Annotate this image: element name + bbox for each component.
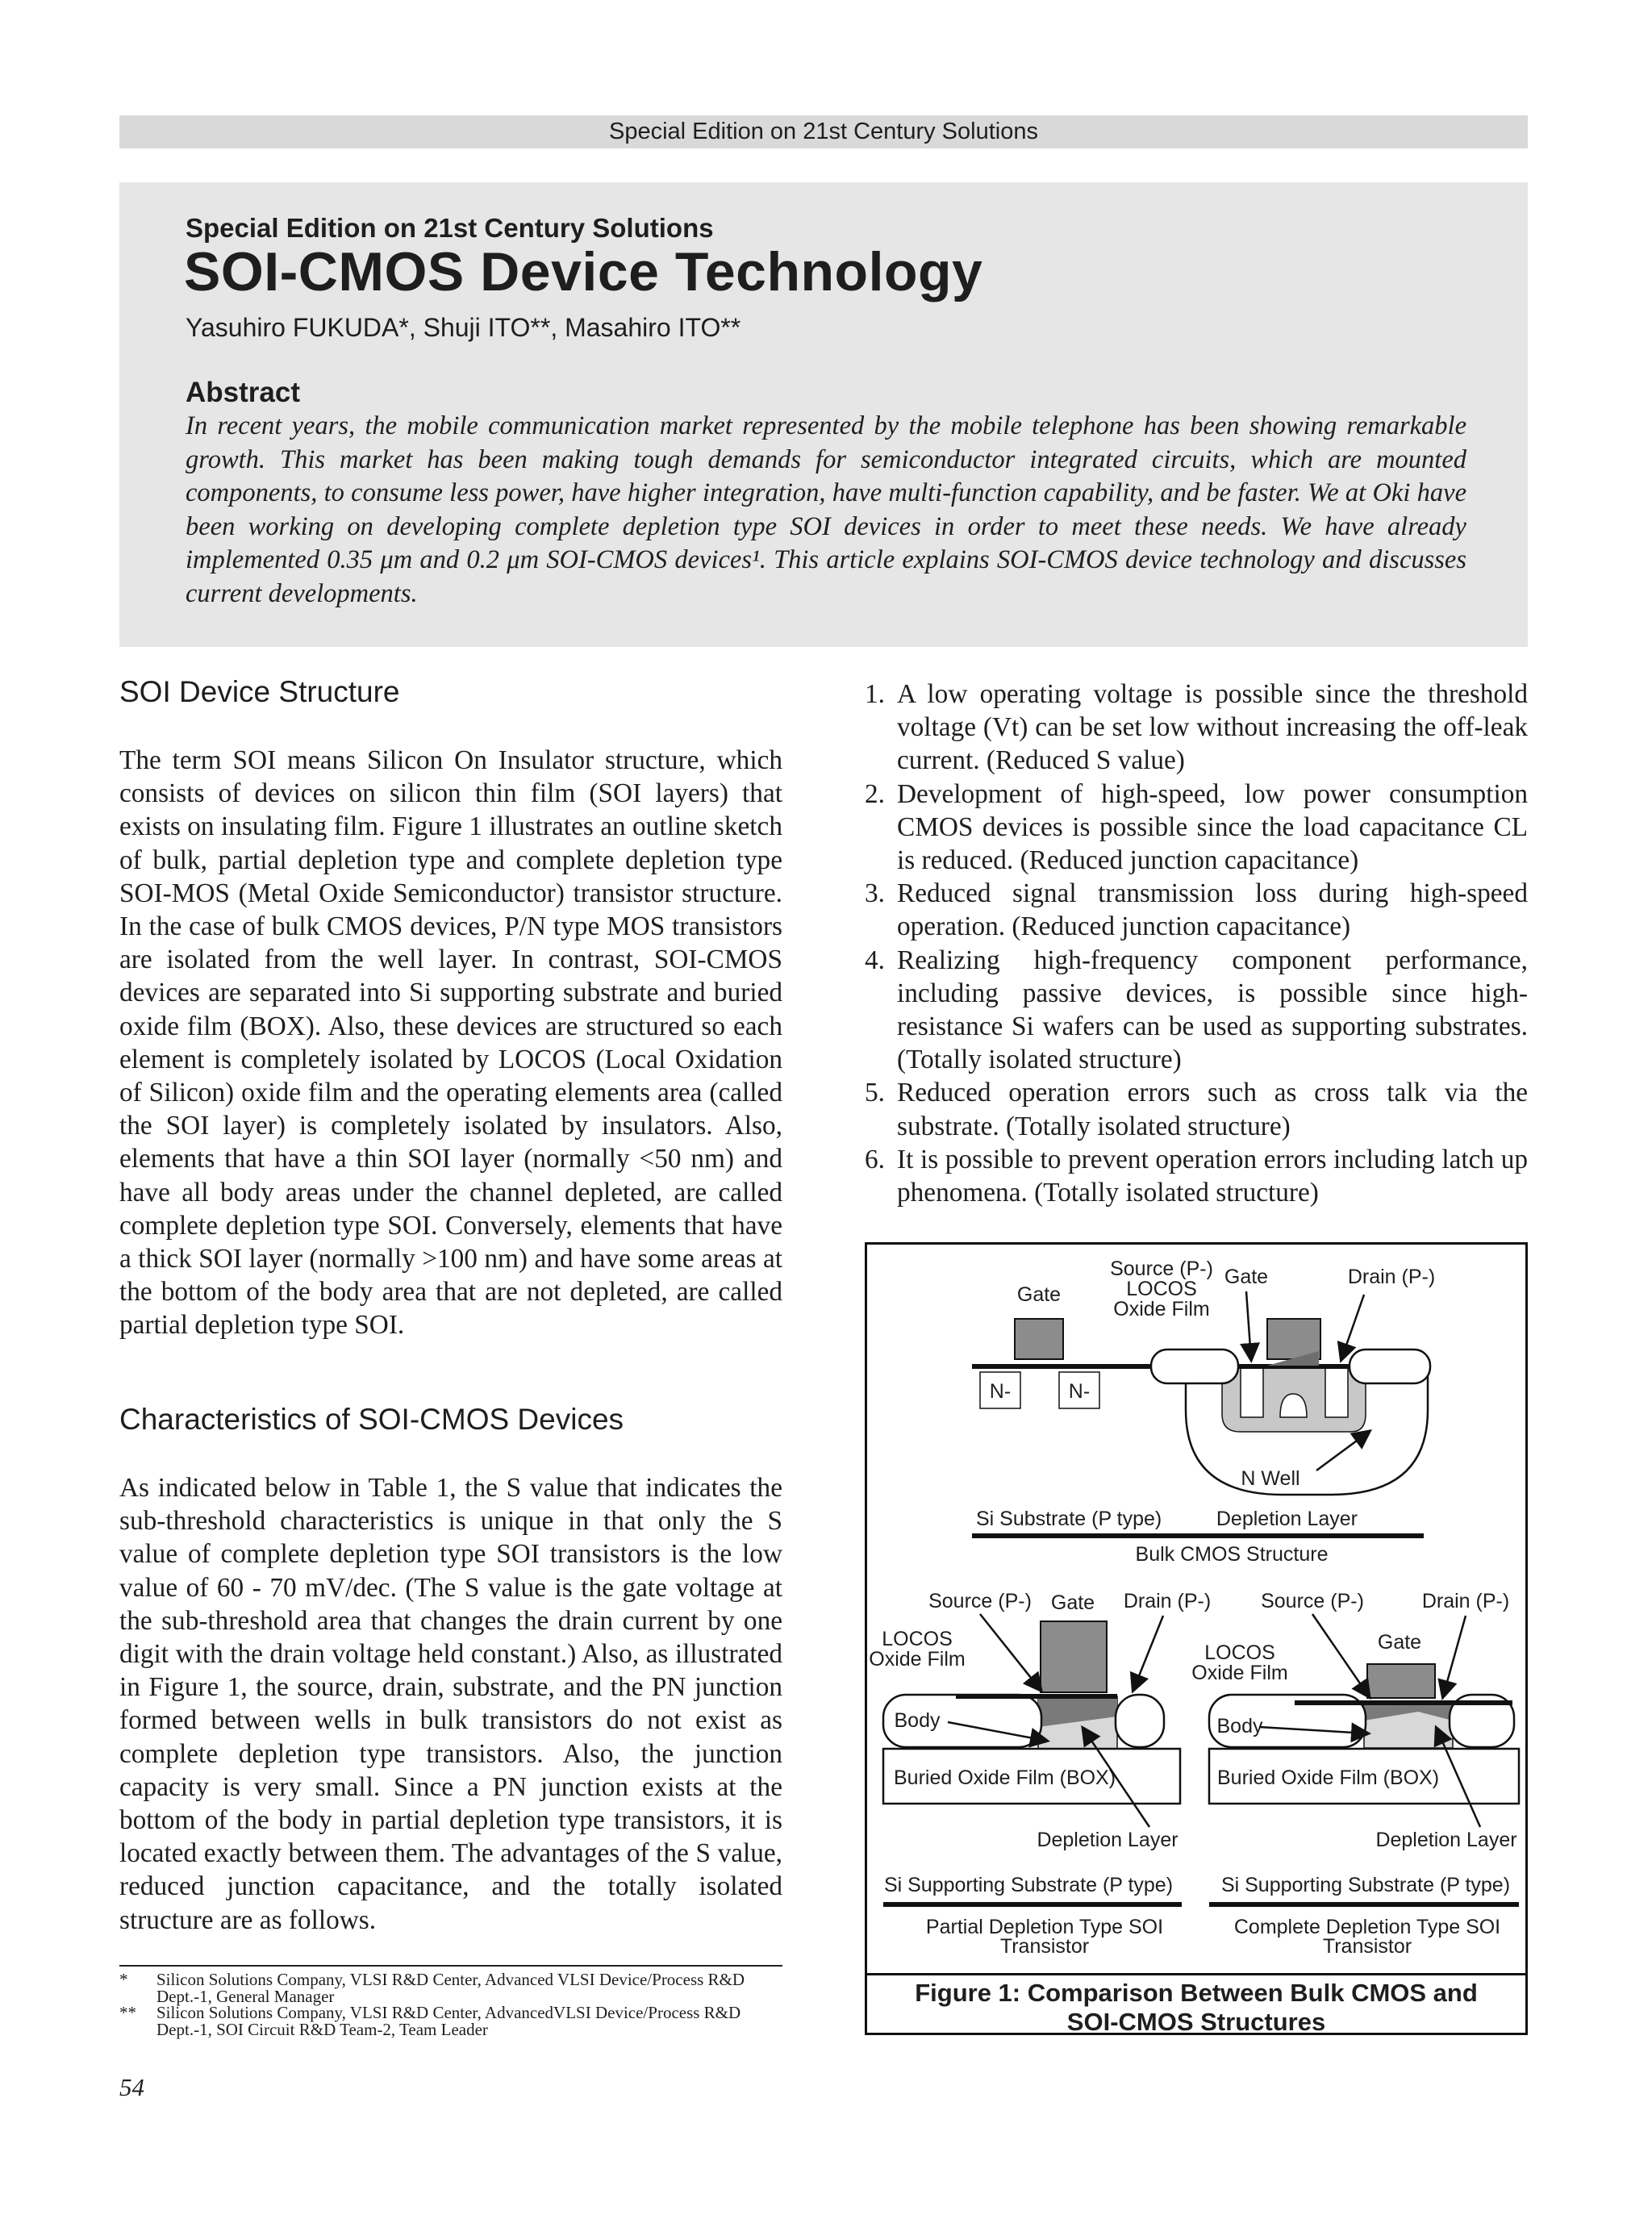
svg-text:Gate: Gate [1224,1266,1269,1288]
svg-text:Buried Oxide Film (BOX): Buried Oxide Film (BOX) [894,1767,1116,1789]
svg-text:Depletion Layer: Depletion Layer [1375,1829,1517,1851]
svg-text:Oxide Film: Oxide Film [1191,1662,1288,1684]
figure-caption: Figure 1: Comparison Between Bulk CMOS and SOI-CMOS Structures [915,1979,1478,2036]
svg-text:Complete Depletion Type SOI: Complete Depletion Type SOI [1233,1916,1501,1938]
advantages-list [865,678,1528,1209]
svg-text:N-: N- [1068,1380,1091,1403]
svg-text:Depletion Layer: Depletion Layer [1216,1508,1358,1530]
bulk-locos-right [1350,1349,1430,1383]
section-title-structure: SOI Device Structure [119,675,400,708]
partial-depletion-soi [869,1590,1211,1958]
svg-text:Gate: Gate [1377,1631,1422,1654]
complete-gate [1367,1664,1435,1698]
svg-text:Drain (P-): Drain (P-) [1347,1266,1436,1288]
abstract-text: In recent years, the mobile communication market represented by the mobile telephone has been showing remarkable growth. This market has been making tough demands for semiconductor integrated circuits, which are mounted components, to consume less power, have higher integration, have multi-function capability, and be faster. We at Oki have been working on developing complete depletion type SOI devices in order to meet these needs. We have already implemented 0.35 μm and 0.2 μm SOI-CMOS devices¹. This article explains SOI-CMOS device technology and discusses current developments. [186,411,1466,608]
list-item: 1. A low operating voltage is possible since the threshold voltage (Vt) can be set low without increasing the off-leak current. (Reduced S value) [865,679,1528,776]
svg-text:Oxide Film: Oxide Film [869,1648,966,1671]
authors: Yasuhiro FUKUDA*, Shuji ITO**, Masahiro ITO** [186,313,741,342]
figure-divider [867,1973,1525,1975]
list-item: 6. It is possible to prevent operation errors including latch up phenomena. (Totally isolated structure) [865,1144,1528,1208]
svg-text:N-: N- [989,1380,1012,1403]
svg-text:Bulk CMOS Structure: Bulk CMOS Structure [1135,1543,1329,1566]
bulk-locos-left [1151,1349,1238,1383]
svg-text:Gate: Gate [1050,1591,1095,1614]
bulk-gate-left [1015,1319,1063,1359]
svg-text:N Well: N Well [1241,1467,1300,1490]
bulk-drain-region [1325,1366,1348,1417]
svg-text:Si Supporting Substrate (P typ: Si Supporting Substrate (P type) [883,1874,1174,1896]
page-number: 54 [119,2073,144,2101]
svg-text:Source (P-): Source (P-) [1110,1258,1213,1280]
list-item: 3. Reduced signal transmission loss during high-speed operation. (Reduced junction capacitance) [865,878,1528,942]
complete-depletion-soi [1191,1590,1519,1958]
section-body-characteristics: As indicated below in Table 1, the S value that indicates the sub-threshold characteristics is unique in that only the S value of complete depletion type SOI transistors is the low value of 60 - 70 mV/dec. (The S value is the gate voltage at the sub-threshold area that changes the drain current by one digit with the drain voltage held constant.) Also, as illustrated in Figure 1, the source, drain, substrate, and the PN junction formed between wells in bulk transistors do not exist as complete depletion type transistors. Also, the junction capacity is very small. Since a PN junction exists at the bottom of the body in partial depletion type transistors, it is located exactly between them. The advantages of the S value, reduced junction capacitance, and the totally isolated structure are as follows. [119,1473,782,1935]
svg-text:LOCOS: LOCOS [882,1628,953,1650]
svg-text:Gate: Gate [1016,1283,1062,1306]
svg-text:Transistor: Transistor [1322,1935,1412,1958]
svg-text:Body: Body [894,1709,941,1732]
partial-gate [1041,1621,1107,1692]
svg-text:Partial Depletion Type SOI: Partial Depletion Type SOI [925,1916,1164,1938]
svg-text:Transistor: Transistor [999,1935,1090,1958]
svg-text:LOCOS: LOCOS [1126,1278,1197,1300]
svg-text:Si Supporting Substrate (P typ: Si Supporting Substrate (P type) [1220,1874,1511,1896]
running-header: Special Edition on 21st Century Solutions [119,115,1528,148]
section-title-characteristics: Characteristics of SOI-CMOS Devices [119,1403,624,1436]
abstract-box [119,182,1528,647]
svg-text:Body: Body [1216,1715,1263,1737]
svg-text:Oxide Film: Oxide Film [1113,1298,1210,1320]
svg-text:Si Substrate (P type): Si Substrate (P type) [976,1508,1162,1530]
svg-text:LOCOS: LOCOS [1204,1641,1275,1664]
figure-diagram [867,1245,1525,1971]
svg-text:Drain (P-): Drain (P-) [1421,1590,1510,1612]
bulk-cmos-structure [972,1258,1435,1566]
svg-text:Buried Oxide Film (BOX): Buried Oxide Film (BOX) [1217,1767,1440,1789]
svg-text:Source (P-): Source (P-) [1261,1590,1364,1612]
kicker: Special Edition on 21st Century Solutions [186,213,714,243]
abstract-heading: Abstract [186,377,300,408]
list-item: 2. Development of high-speed, low power consumption CMOS devices is possible since the load capacitance CL is reduced. (Reduced junction capacitance) [865,778,1528,876]
partial-locos-right [1116,1695,1164,1747]
footnote-rule [119,1965,782,1967]
list-item: 4. Realizing high-frequency component performance, including passive devices, is possible since high-resistance Si wafers can be used as supporting substrates. (Totally isolated structure) [865,945,1528,1075]
svg-text:Drain (P-): Drain (P-) [1123,1590,1212,1612]
bulk-source-region [1241,1366,1263,1417]
list-item: 5. Reduced operation errors such as cross talk via the substrate. (Totally isolated structure) [865,1078,1528,1141]
svg-text:Source (P-): Source (P-) [928,1590,1032,1612]
figure-1 [865,1242,1528,2035]
section-body-structure: The term SOI means Silicon On Insulator structure, which consists of devices on silicon thin film (SOI layers) that exists on insulating film. Figure 1 illustrates an outline sketch of bulk, partial depletion type and complete depletion type SOI-MOS (Metal Oxide Semiconductor) transistor structure. In the case of bulk CMOS devices, P/N type MOS transistors are isolated from the well layer. In contrast, SOI-CMOS devices are separated into Si supporting substrate and buried oxide film (BOX). Also, these devices are structured so each element is completely isolated by LOCOS (Local Oxidation of Silicon) oxide film and the operating elements area (called the SOI layer) is completely isolated by insulators. Also, elements that have a thin SOI layer (normally <50 nm) and have all body areas under the channel depleted, are called complete depletion type SOI. Conversely, elements that have a thick SOI layer (normally >100 nm) and have some areas at the bottom of the body area that are not depleted, are called partial depletion type SOI. [119,745,782,1341]
article-title: SOI-CMOS Device Technology [184,241,983,302]
svg-text:Depletion Layer: Depletion Layer [1037,1829,1179,1851]
